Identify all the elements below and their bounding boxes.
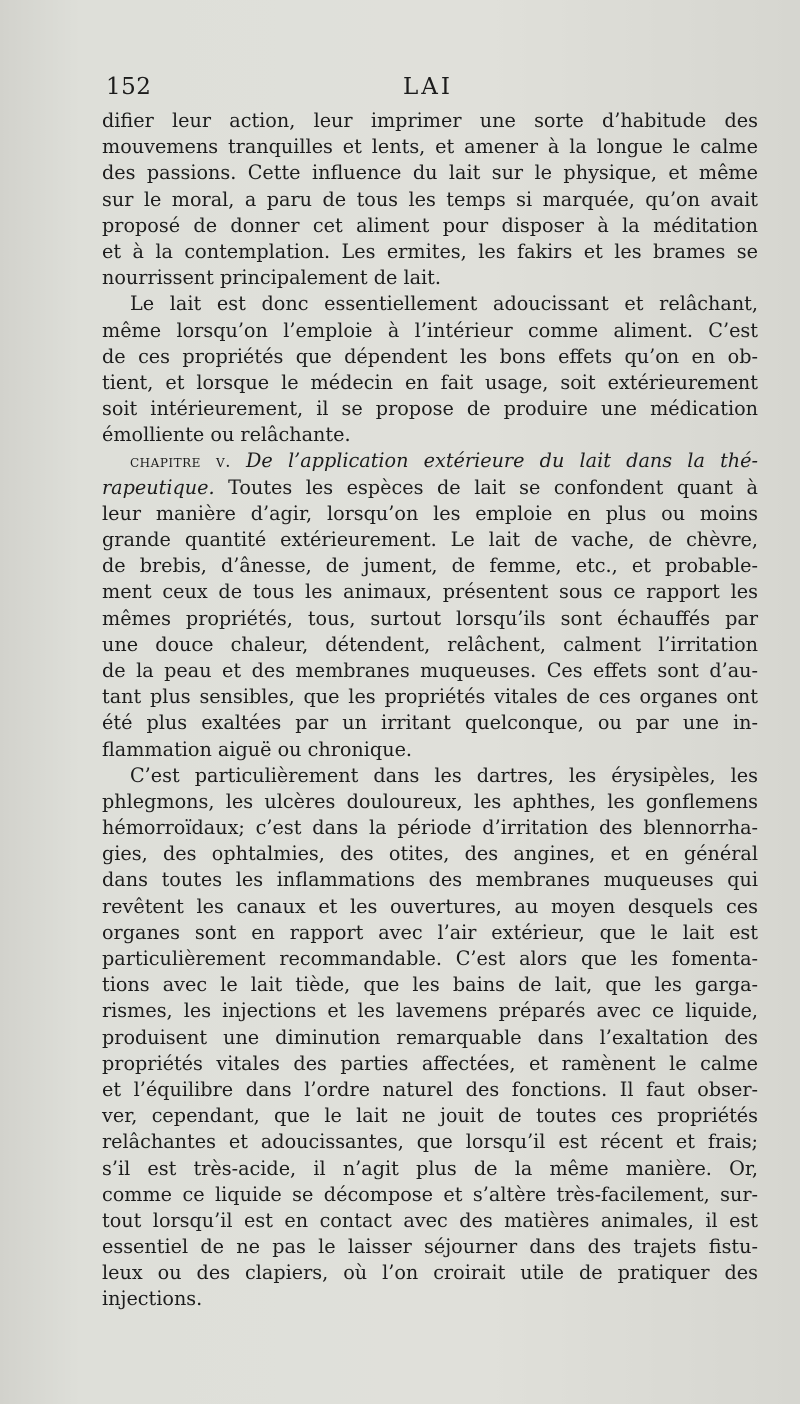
- chapter-title: rapeutique.: [102, 475, 215, 499]
- text-line: des passions. Cette influence du lait sur le physique, et même: [102, 161, 758, 185]
- text-line: proposé de donner cet aliment pour disposer à la méditation: [102, 213, 758, 237]
- text-line: produisent une diminution remarquable dans l’exaltation des: [102, 1025, 758, 1049]
- text-line: Le lait est donc essentiellement adoucissant et relâchant,: [130, 292, 758, 316]
- chapter-title: De l’application extérieure du lait dans la thé-: [246, 449, 759, 473]
- text-line: mêmes propriétés, tous, surtout lorsqu’ils sont échauffés par: [102, 606, 758, 630]
- text-line: tient, et lorsque le médecin en fait usage, soit extérieurement: [102, 370, 758, 394]
- text-line: de ces propriétés que dépendent les bons effets qu’on en ob-: [102, 344, 758, 368]
- text-span: Toutes les espèces de lait se confondent quant à: [214, 475, 758, 499]
- text-line: grande quantité extérieurement. Le lait de vache, de chèvre,: [102, 528, 758, 551]
- text-line: de brebis, d’ânesse, de jument, de femme, etc., et probable-: [102, 554, 758, 578]
- text-line: gies, des ophtalmies, des otites, des angines, et en général: [102, 842, 758, 866]
- text-line: relâchantes et adoucissantes, que lorsqu’il est récent et frais;: [102, 1130, 758, 1154]
- text-line: de la peau et des membranes muqueuses. Ces effets sont d’au-: [102, 658, 758, 682]
- text-body: [102, 108, 758, 1313]
- text-line: particulièrement recommandable. C’est alors que les fomenta-: [102, 947, 758, 970]
- running-title: LAI: [403, 74, 453, 100]
- text-line: nourrissent principalement de lait.: [102, 266, 441, 290]
- text-line: tions avec le lait tiède, que les bains de lait, que les garga-: [102, 973, 758, 997]
- text-line: ment ceux de tous les animaux, présentent sous ce rapport les: [102, 580, 758, 604]
- text-line: dans toutes les inflammations des membranes muqueuses qui: [102, 868, 758, 892]
- text-line: hémorroïdaux; c’est dans la période d’irritation des blennorrha-: [102, 816, 758, 840]
- text-line: [102, 475, 758, 501]
- text-line: soit intérieurement, il se propose de produire une médication: [102, 397, 758, 421]
- text-line: propriétés vitales des parties affectées, et ramènent le calme: [102, 1051, 758, 1075]
- text-line: et à la contemplation. Les ermites, les fakirs et les brames se: [102, 239, 758, 263]
- text-line: C’est particulièrement dans les dartres, les érysipèles, les: [130, 763, 758, 787]
- text-line: été plus exaltées par un irritant quelconque, ou par une in-: [102, 711, 758, 735]
- text-line: tout lorsqu’il est en contact avec des matières animales, il est: [102, 1208, 758, 1232]
- text-line: même lorsqu’on l’emploie à l’intérieur comme aliment. C’est: [102, 318, 758, 342]
- text-line: comme ce liquide se décompose et s’altère très-facilement, sur-: [102, 1182, 758, 1206]
- text-line: [102, 448, 758, 474]
- text-line: organes sont en rapport avec l’air extérieur, que le lait est: [102, 920, 758, 944]
- text-line: injections.: [102, 1287, 203, 1311]
- text-line: s’il est très-acide, il n’agit plus de la même manière. Or,: [102, 1156, 758, 1180]
- text-line: émolliente ou relâchante.: [102, 423, 351, 447]
- chapter-label: chapitre v.: [130, 452, 247, 473]
- text-line: phlegmons, les ulcères douloureux, les aphthes, les gonflemens: [102, 789, 758, 813]
- text-line: difier leur action, leur imprimer une sorte d’habitude des: [102, 109, 758, 132]
- page-number: 152: [106, 74, 152, 100]
- text-line: et l’équilibre dans l’ordre naturel des fonctions. Il faut obser-: [102, 1077, 758, 1101]
- text-line: revêtent les canaux et les ouvertures, au moyen desquels ces: [102, 894, 758, 918]
- text-line: rismes, les injections et les lavemens préparés avec ce liquide,: [102, 999, 758, 1023]
- text-line: tant plus sensibles, que les propriétés vitales de ces organes ont: [102, 685, 758, 709]
- text-line: essentiel de ne pas le laisser séjourner dans des trajets fistu-: [102, 1235, 758, 1259]
- text-line: sur le moral, a paru de tous les temps si marquée, qu’on avait: [102, 187, 758, 211]
- text-line: ver, cependant, que le lait ne jouit de toutes ces propriétés: [102, 1104, 758, 1128]
- text-line: mouvemens tranquilles et lents, et amener à la longue le calme: [102, 135, 758, 159]
- text-line: une douce chaleur, détendent, relâchent, calment l’irritation: [102, 632, 758, 656]
- text-line: leux ou des clapiers, où l’on croirait utile de pratiquer des: [102, 1261, 758, 1285]
- page-header: [100, 74, 756, 108]
- text-line: leur manière d’agir, lorsqu’on les emploie en plus ou moins: [102, 501, 758, 525]
- text-line: flammation aiguë ou chronique.: [102, 737, 413, 761]
